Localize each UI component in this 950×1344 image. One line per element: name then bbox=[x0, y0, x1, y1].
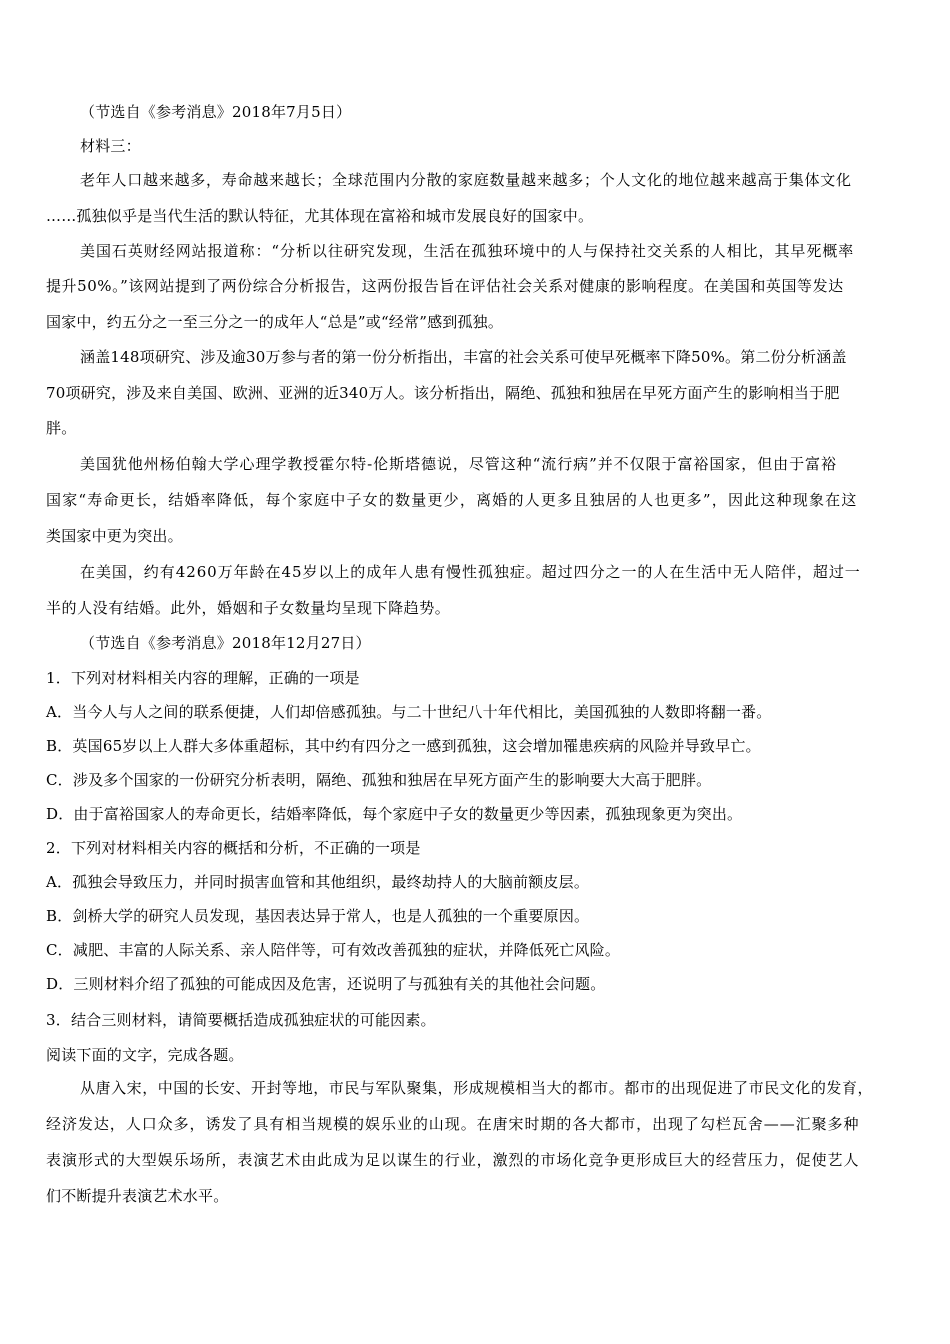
question-1-option-a: A．当今人与人之间的联系便捷，人们却倍感孤独。与二十世纪八十年代相比，美国孤独的人数即将翻一番。 bbox=[46, 703, 772, 721]
question-2-option-b: B．剑桥大学的研究人员发现，基因表达异于常人，也是人孤独的一个重要原因。 bbox=[46, 907, 590, 925]
paragraph-line: 国家“寿命更长，结婚率降低，每个家庭中子女的数量更少，离婚的人更多且独居的人也更多”，因此这种现象在这 bbox=[46, 491, 858, 509]
paragraph-line: 涵盖148项研究、涉及逾30万参与者的第一份分析指出，丰富的社会关系可使早死概率下降50%。第二份分析涵盖 bbox=[80, 348, 847, 366]
question-1-stem: 1．下列对材料相关内容的理解，正确的一项是 bbox=[46, 669, 360, 687]
paragraph-line: 70项研究，涉及来自美国、欧洲、亚洲的近340万人。该分析指出，隔绝、孤独和独居在早死方面产生的影响相当于肥 bbox=[46, 384, 840, 402]
passage-line: 们不断提升表演艺术水平。 bbox=[46, 1187, 229, 1205]
source-citation-1: （节选自《参考消息》2018年7月5日） bbox=[80, 103, 352, 121]
question-2-option-a: A．孤独会导致压力，并同时损害血管和其他组织，最终劫持人的大脑前额皮层。 bbox=[46, 873, 590, 891]
material-3-heading: 材料三： bbox=[80, 137, 141, 155]
passage-line: 经济发达，人口众多，诱发了具有相当规模的娱乐业的山现。在唐宋时期的各大都市，出现了勾栏瓦舍——汇聚多种 bbox=[46, 1115, 860, 1133]
paragraph-line: 在美国，约有4260万年龄在45岁以上的成年人患有慢性孤独症。超过四分之一的人在生活中无人陪伴，超过一 bbox=[80, 563, 861, 581]
question-2-stem: 2．下列对材料相关内容的概括和分析，不正确的一项是 bbox=[46, 839, 421, 857]
paragraph-line: 类国家中更为突出。 bbox=[46, 527, 183, 545]
source-citation-2: （节选自《参考消息》2018年12月27日） bbox=[80, 634, 371, 652]
paragraph-line: 半的人没有结婚。此外，婚姻和子女数量均呈现下降趋势。 bbox=[46, 599, 451, 617]
question-1-option-b: B．英国65岁以上人群大多体重超标，其中约有四分之一感到孤独，这会增加罹患疾病的风险并导致早亡。 bbox=[46, 737, 761, 755]
passage-line: 表演形式的大型娱乐场所，表演艺术由此成为足以谋生的行业，激烈的市场化竞争更形成巨大的经营压力，促使艺人 bbox=[46, 1151, 860, 1169]
paragraph-line: 美国石英财经网站报道称：“分析以往研究发现，生活在孤独环境中的人与保持社交关系的人相比，其早死概率 bbox=[80, 242, 855, 260]
question-1-option-d: D．由于富裕国家人的寿命更长，结婚率降低，每个家庭中子女的数量更少等因素，孤独现象更为突出。 bbox=[46, 805, 743, 823]
passage-line: 从唐入宋，中国的长安、开封等地，市民与军队聚集，形成规模相当大的都市。都市的出现促进了市民文化的发育， bbox=[80, 1079, 874, 1097]
paragraph-line: ……孤独似乎是当代生活的默认特征，尤其体现在富裕和城市发展良好的国家中。 bbox=[46, 207, 594, 225]
question-2-option-d: D．三则材料介绍了孤独的可能成因及危害，还说明了与孤独有关的其他社会问题。 bbox=[46, 975, 606, 993]
reading-instruction: 阅读下面的文字，完成各题。 bbox=[46, 1046, 244, 1064]
question-1-option-c: C．涉及多个国家的一份研究分析表明，隔绝、孤独和独居在早死方面产生的影响要大大高于肥胖。 bbox=[46, 771, 712, 789]
paragraph-line: 美国犹他州杨伯翰大学心理学教授霍尔特-伦斯塔德说，尽管这种“流行病”并不仅限于富裕国家，但由于富裕 bbox=[80, 455, 837, 473]
paragraph-line: 老年人口越来越多，寿命越来越长；全球范围内分散的家庭数量越来越多；个人文化的地位越来越高于集体文化 bbox=[80, 171, 852, 189]
paragraph-line: 提升50%。”该网站提到了两份综合分析报告，这两份报告旨在评估社会关系对健康的影响程度。在美国和英国等发达 bbox=[46, 277, 844, 295]
question-3-stem: 3．结合三则材料，请简要概括造成孤独症状的可能因素。 bbox=[46, 1011, 436, 1029]
paragraph-line: 胖。 bbox=[46, 419, 77, 437]
paragraph-line: 国家中，约五分之一至三分之一的成年人“总是”或“经常”感到孤独。 bbox=[46, 313, 504, 331]
question-2-option-c: C．减肥、丰富的人际关系、亲人陪伴等，可有效改善孤独的症状，并降低死亡风险。 bbox=[46, 941, 621, 959]
